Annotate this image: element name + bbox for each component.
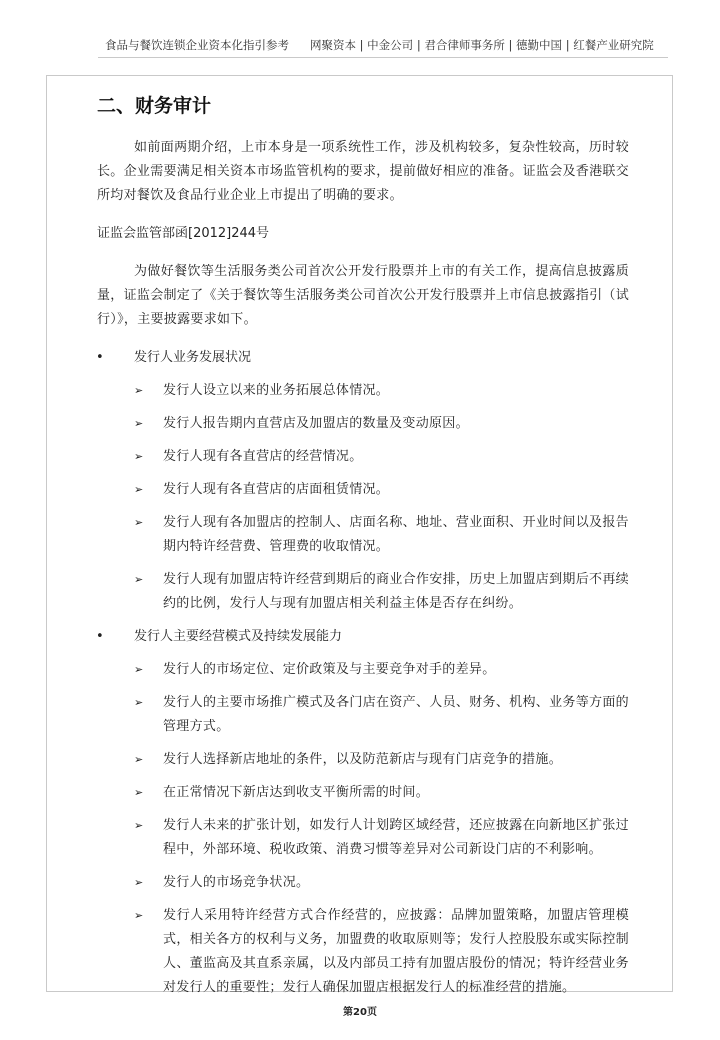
arrow-bullet-icon: ➢ xyxy=(134,450,144,463)
page-header xyxy=(0,0,720,58)
arrow-bullet-icon: ➢ xyxy=(134,909,144,922)
arrow-bullet-icon: ➢ xyxy=(134,483,144,496)
bullet-dot-icon: • xyxy=(96,629,104,644)
document-reference: 证监会监管部函[2012]244号 xyxy=(97,226,270,241)
sub-item xyxy=(97,691,629,739)
page-content xyxy=(97,92,629,1009)
sub-item xyxy=(97,511,629,559)
intro-paragraph: 如前面两期介绍，上市本身是一项系统性工作，涉及机构较多，复杂性较高，历时较长。企业需要满足相关资本市场监管机构的要求，提前做好相应的准备。证监会及香港联交所均对餐饮及食品行业企业上市提出了明确的要求。 xyxy=(97,140,630,203)
arrow-bullet-icon: ➢ xyxy=(134,417,144,430)
sub-item xyxy=(97,781,629,805)
arrow-bullet-icon: ➢ xyxy=(134,786,144,799)
header-document-title: 食品与餐饮连锁企业资本化指引参考 xyxy=(105,38,289,52)
sub-item-text: 发行人的市场竞争状况。 xyxy=(163,875,310,890)
arrow-bullet-icon: ➢ xyxy=(134,516,144,529)
sub-item xyxy=(97,379,629,403)
sub-item xyxy=(97,904,629,1000)
sub-item-text: 发行人现有各直营店的店面租赁情况。 xyxy=(163,482,390,497)
bullet-item xyxy=(97,346,629,370)
sub-item-text: 发行人选择新店地址的条件，以及防范新店与现有门店竞争的措施。 xyxy=(163,752,563,767)
header-divider xyxy=(98,57,668,58)
sub-item-text: 发行人未来的扩张计划，如发行人计划跨区域经营，还应披露在向新地区扩张过程中，外部环境、税收政策、消费习惯等差异对公司新设门店的不利影响。 xyxy=(163,818,629,857)
bullet-list xyxy=(97,346,629,1000)
sub-item xyxy=(97,445,629,469)
disclosure-paragraph: 为做好餐饮等生活服务类公司首次公开发行股票并上市的有关工作，提高信息披露质量，证监会制定了《关于餐饮等生活服务类公司首次公开发行股票并上市信息披露指引（试行）》，主要披露要求如下。 xyxy=(97,264,630,327)
section-heading: 二、财务审计 xyxy=(97,95,212,117)
arrow-bullet-icon: ➢ xyxy=(134,753,144,766)
sub-item-text: 发行人现有加盟店特许经营到期后的商业合作安排，历史上加盟店到期后不再续约的比例，发行人与现有加盟店相关利益主体是否存在纠纷。 xyxy=(163,572,629,611)
sub-item xyxy=(97,478,629,502)
sub-item-text: 发行人的主要市场推广模式及各门店在资产、人员、财务、机构、业务等方面的管理方式。 xyxy=(163,695,629,734)
bullet-label: 发行人主要经营模式及持续发展能力 xyxy=(134,629,343,644)
header-contributors: 网聚资本 | 中金公司 | 君合律师事务所 | 德勤中国 | 红餐产业研究院 xyxy=(310,38,654,52)
sub-item-text: 发行人采用特许经营方式合作经营的，应披露：品牌加盟策略，加盟店管理模式，相关各方的权利与义务，加盟费的收取原则等；发行人控股股东或实际控制人、董监高及其直系亲属，以及内部员工持有加盟店股份的情况；特许经营业务对发行人的重要性；发行人确保加盟店根据发行人的标准经营的措施。 xyxy=(163,908,629,995)
bullet-item xyxy=(97,625,629,649)
page-number: 第20页 xyxy=(343,1007,377,1018)
arrow-bullet-icon: ➢ xyxy=(134,663,144,676)
sub-item-text: 发行人设立以来的业务拓展总体情况。 xyxy=(163,383,390,398)
bullet-dot-icon: • xyxy=(96,350,104,365)
sub-item-text: 发行人现有各直营店的经营情况。 xyxy=(163,449,363,464)
arrow-bullet-icon: ➢ xyxy=(134,696,144,709)
sub-item xyxy=(97,871,629,895)
sub-item xyxy=(97,748,629,772)
sub-item xyxy=(97,412,629,436)
sub-item xyxy=(97,568,629,616)
sub-item-text: 在正常情况下新店达到收支平衡所需的时间。 xyxy=(163,785,430,800)
arrow-bullet-icon: ➢ xyxy=(134,819,144,832)
sub-item-text: 发行人现有各加盟店的控制人、店面名称、地址、营业面积、开业时间以及报告期内特许经营费、管理费的收取情况。 xyxy=(163,515,629,554)
sub-item-text: 发行人的市场定位、定价政策及与主要竞争对手的差异。 xyxy=(163,662,496,677)
arrow-bullet-icon: ➢ xyxy=(134,384,144,397)
sub-item-text: 发行人报告期内直营店及加盟店的数量及变动原因。 xyxy=(163,416,469,431)
bullet-label: 发行人业务发展状况 xyxy=(134,350,252,365)
arrow-bullet-icon: ➢ xyxy=(134,876,144,889)
sub-item xyxy=(97,658,629,682)
sub-item xyxy=(97,814,629,862)
arrow-bullet-icon: ➢ xyxy=(134,573,144,586)
